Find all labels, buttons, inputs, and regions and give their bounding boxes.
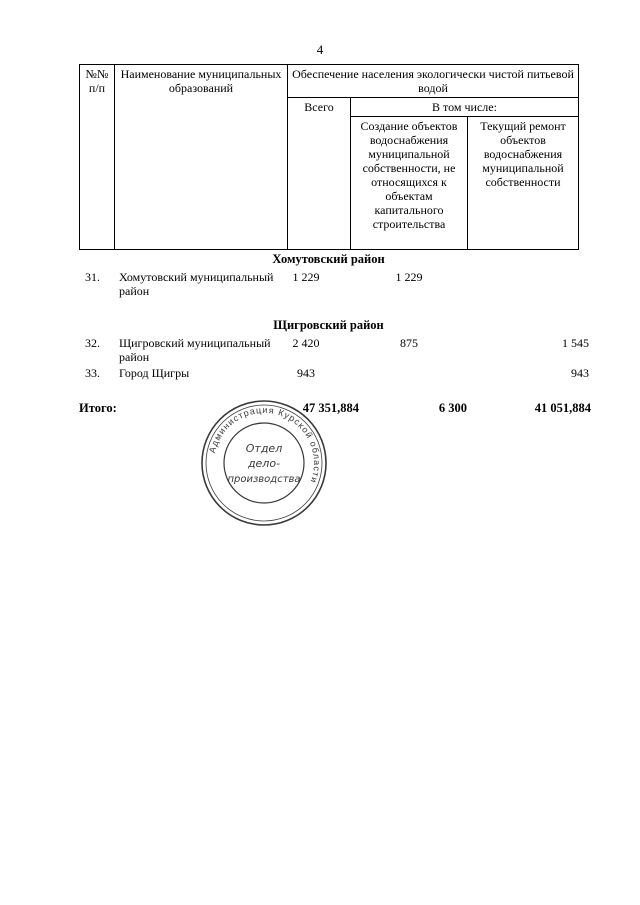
- table-header: [79, 64, 579, 250]
- row-name: Город Щигры: [119, 366, 190, 380]
- stamp-center-line-3: производства: [227, 474, 301, 485]
- totals-create: 6 300: [438, 401, 467, 415]
- row-number: 31.: [85, 270, 100, 284]
- totals-repair: 41 051,884: [534, 401, 591, 415]
- stamp-center-line-1: Отдел: [245, 442, 283, 455]
- district-heading: Щигровский район: [273, 318, 384, 332]
- row-total: 943: [297, 366, 315, 380]
- header-col-including: В том числе:: [351, 98, 579, 117]
- header-col-total: Всего: [288, 98, 351, 250]
- stamp-center-line-2: дело-: [247, 457, 281, 470]
- table-row: [79, 336, 589, 370]
- header-col-create: Создание объектов водоснабжения муниципальной собственности, не относящихся к объектам капитального строительства: [351, 117, 468, 250]
- row-number: 33.: [85, 366, 100, 380]
- table-row: [79, 270, 579, 304]
- district-heading: Хомутовский район: [272, 252, 385, 266]
- row-repair: 1 545: [562, 336, 589, 350]
- row-create: 875: [400, 336, 418, 350]
- header-col-name: Наименование муниципальных образований: [115, 65, 288, 250]
- header-col-number: №№ п/п: [80, 65, 115, 250]
- row-number: 32.: [85, 336, 100, 350]
- row-total: 1 229: [292, 270, 320, 284]
- header-col-repair: Текущий ремонт объектов водоснабжения муниципальной собственности: [468, 117, 579, 250]
- row-create: 1 229: [395, 270, 423, 284]
- totals-label: Итого:: [79, 401, 117, 415]
- table-row: [79, 366, 589, 400]
- stamp-ring-textpath: Администрация Курской области: [207, 404, 323, 485]
- header-col-group: Обеспечение населения экологически чистой питьевой водой: [288, 65, 579, 98]
- row-total: 2 420: [292, 336, 320, 350]
- official-stamp: [199, 398, 329, 528]
- row-name: Щигровский муниципальный район: [119, 336, 271, 364]
- page-number: 4: [316, 42, 324, 57]
- row-repair: 943: [571, 366, 589, 380]
- row-name: Хомутовский муниципальный район: [119, 270, 274, 298]
- totals-total: 47 351,884: [302, 401, 359, 415]
